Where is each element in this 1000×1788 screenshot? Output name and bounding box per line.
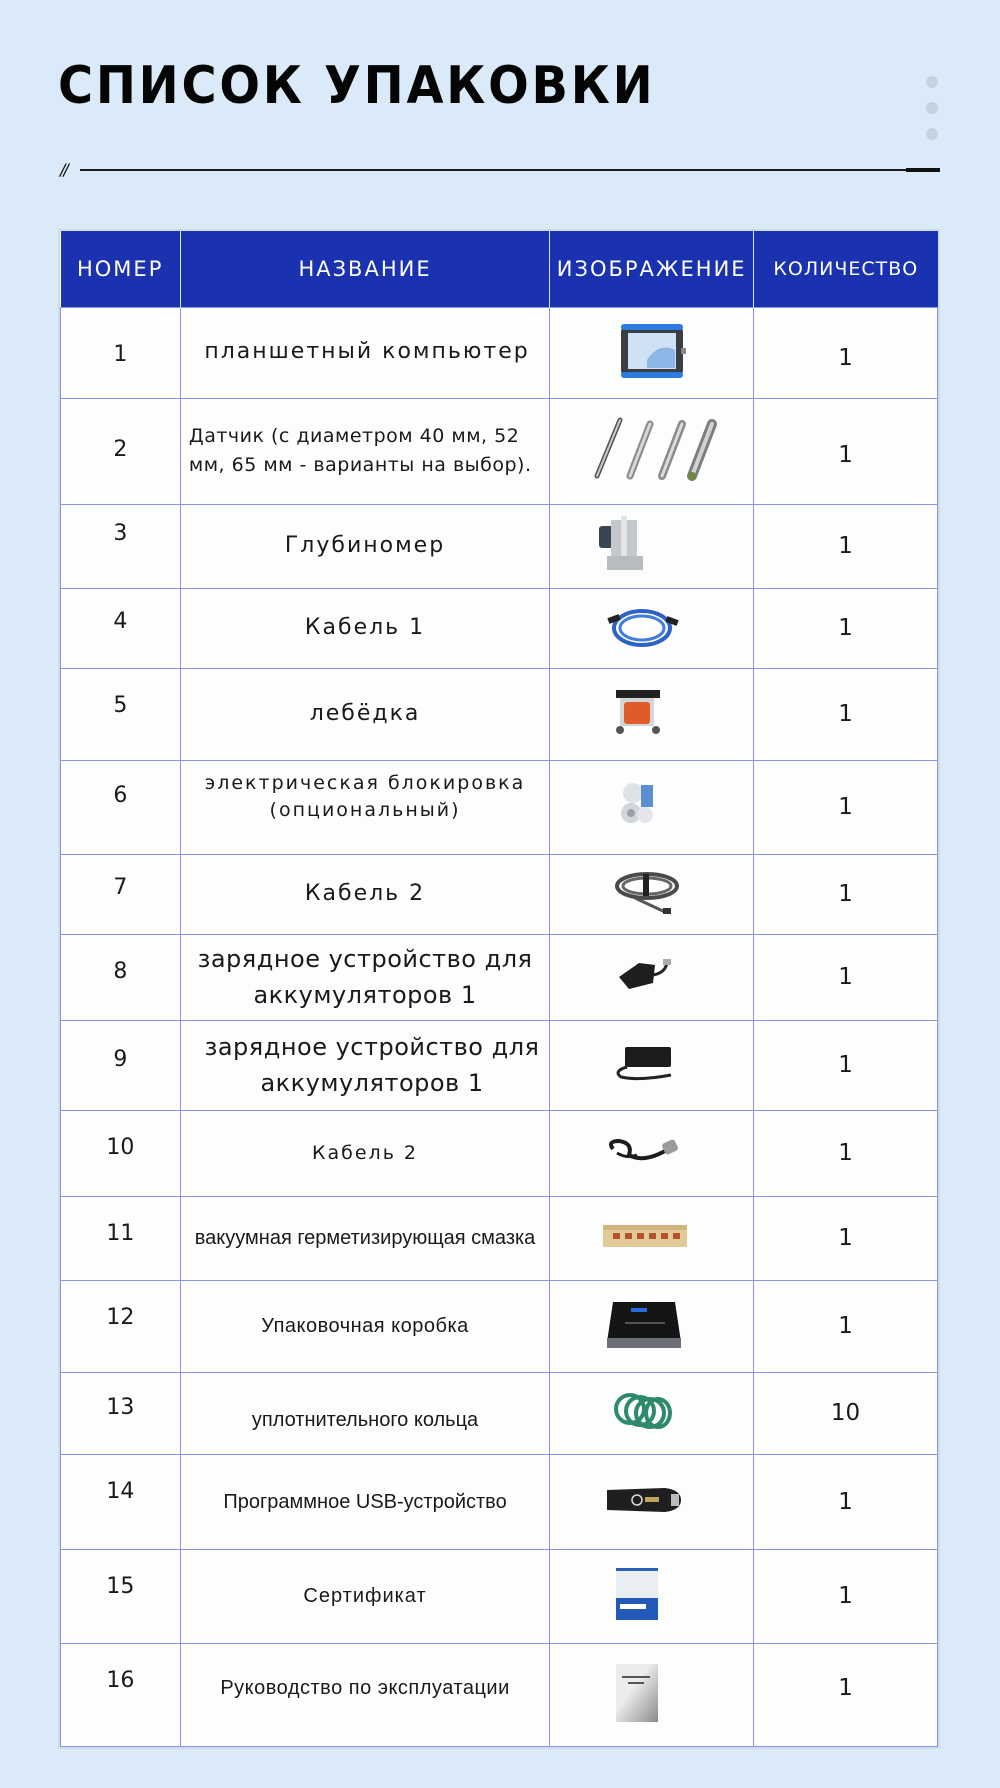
row-quantity: 1 [754, 1454, 938, 1549]
row-quantity: 1 [754, 307, 938, 398]
row-image [550, 398, 754, 504]
row-number: 7 [61, 854, 181, 934]
row-name: зарядное устройство для аккумуляторов 1 [180, 934, 549, 1020]
row-name: Упаковочная коробка [180, 1280, 549, 1372]
row-image [550, 1020, 754, 1110]
row-quantity: 1 [754, 854, 938, 934]
row-number: 2 [61, 398, 181, 504]
row-name: Глубиномер [180, 504, 549, 588]
row-name: Кабель 1 [180, 588, 549, 668]
table-row [61, 760, 938, 854]
electric-lock-image [615, 777, 659, 837]
row-number: 14 [61, 1454, 181, 1549]
row-number: 11 [61, 1196, 181, 1280]
row-quantity: 1 [754, 934, 938, 1020]
row-image [550, 1196, 754, 1280]
table-row [61, 1020, 938, 1110]
header-quantity: КОЛИЧЕСТВО [754, 231, 938, 307]
charger-image [609, 955, 679, 999]
row-name: Датчик (с диаметром 40 мм, 52 мм, 65 мм - варианты на выбор). [180, 398, 549, 504]
row-number: 6 [61, 760, 181, 854]
certificate-image [614, 1566, 660, 1626]
row-image [550, 1110, 754, 1196]
row-quantity: 1 [754, 1020, 938, 1110]
row-image [550, 1454, 754, 1549]
row-image [550, 760, 754, 854]
row-name: вакуумная герметизирующая смазка [180, 1196, 549, 1280]
table-row [61, 1372, 938, 1454]
dot-icon [926, 102, 938, 114]
row-number: 3 [61, 504, 181, 588]
row-quantity: 10 [754, 1372, 938, 1454]
black-cable-image [603, 1133, 687, 1173]
row-number: 1 [61, 307, 181, 398]
row-name: Сертификат [180, 1549, 549, 1643]
row-name: Кабель 2 [180, 1110, 549, 1196]
table-row [61, 934, 938, 1020]
row-quantity: 1 [754, 588, 938, 668]
divider-cap [906, 168, 940, 172]
row-image [550, 1549, 754, 1643]
row-image [550, 1280, 754, 1372]
divider-mark: // [60, 160, 67, 179]
tablet-computer-image [617, 320, 687, 386]
row-quantity: 1 [754, 1280, 938, 1372]
gray-cable-image [605, 868, 685, 920]
table-row [61, 504, 938, 588]
grease-box-image [601, 1223, 689, 1253]
o-rings-image [612, 1389, 674, 1437]
row-number: 4 [61, 588, 181, 668]
table-row [61, 398, 938, 504]
row-quantity: 1 [754, 398, 938, 504]
usb-dongle-image [605, 1484, 685, 1520]
table-row [61, 1196, 938, 1280]
row-image [550, 934, 754, 1020]
row-image [550, 307, 754, 398]
manual-image [614, 1662, 660, 1728]
row-image [550, 1643, 754, 1746]
row-name: электрическая блокировка (опциональный) [180, 760, 549, 854]
row-quantity: 1 [754, 504, 938, 588]
row-name: Программное USB-устройство [180, 1454, 549, 1549]
row-quantity: 1 [754, 668, 938, 760]
row-number: 9 [61, 1020, 181, 1110]
header-name: НАЗВАНИЕ [180, 231, 549, 307]
table-row [61, 1110, 938, 1196]
row-image [550, 504, 754, 588]
page-title: СПИСОК УПАКОВКИ [58, 56, 656, 116]
probe-sensors-image [582, 414, 722, 488]
dot-icon [926, 76, 938, 88]
row-number: 12 [61, 1280, 181, 1372]
table-row [61, 307, 938, 398]
row-name: Кабель 2 [180, 854, 549, 934]
table-row [61, 588, 938, 668]
row-number: 10 [61, 1110, 181, 1196]
row-number: 8 [61, 934, 181, 1020]
row-image [550, 854, 754, 934]
table-header-row [61, 231, 938, 307]
packing-list-table [60, 231, 938, 1747]
depth-gauge-image [597, 516, 647, 576]
header-image: ИЗОБРАЖЕНИЕ [550, 231, 754, 307]
row-quantity: 1 [754, 1196, 938, 1280]
row-image [550, 668, 754, 760]
carry-case-image [605, 1298, 685, 1354]
row-name: планшетный компьютер [180, 307, 549, 398]
row-number: 5 [61, 668, 181, 760]
row-image [550, 1372, 754, 1454]
row-number: 15 [61, 1549, 181, 1643]
table-row [61, 1643, 938, 1746]
table-row [61, 1549, 938, 1643]
row-quantity: 1 [754, 760, 938, 854]
dot-icon [926, 128, 938, 140]
row-name: Руководство по эксплуатации [180, 1643, 549, 1746]
row-quantity: 1 [754, 1110, 938, 1196]
row-name: лебёдка [180, 668, 549, 760]
blue-cable-image [606, 602, 682, 654]
row-quantity: 1 [754, 1549, 938, 1643]
row-number: 16 [61, 1643, 181, 1746]
divider-line [80, 169, 930, 171]
table-row [61, 668, 938, 760]
winch-image [612, 688, 662, 740]
table-row [61, 1280, 938, 1372]
charger-adapter-image [609, 1043, 679, 1087]
title-divider [60, 160, 940, 180]
row-quantity: 1 [754, 1643, 938, 1746]
row-name: уплотнительного кольца [180, 1372, 549, 1454]
table-row [61, 1454, 938, 1549]
decorative-dots [926, 76, 938, 154]
table-row [61, 854, 938, 934]
row-image [550, 588, 754, 668]
row-name: зарядное устройство для аккумуляторов 1 [180, 1020, 549, 1110]
row-number: 13 [61, 1372, 181, 1454]
header-number: НОМЕР [61, 231, 181, 307]
